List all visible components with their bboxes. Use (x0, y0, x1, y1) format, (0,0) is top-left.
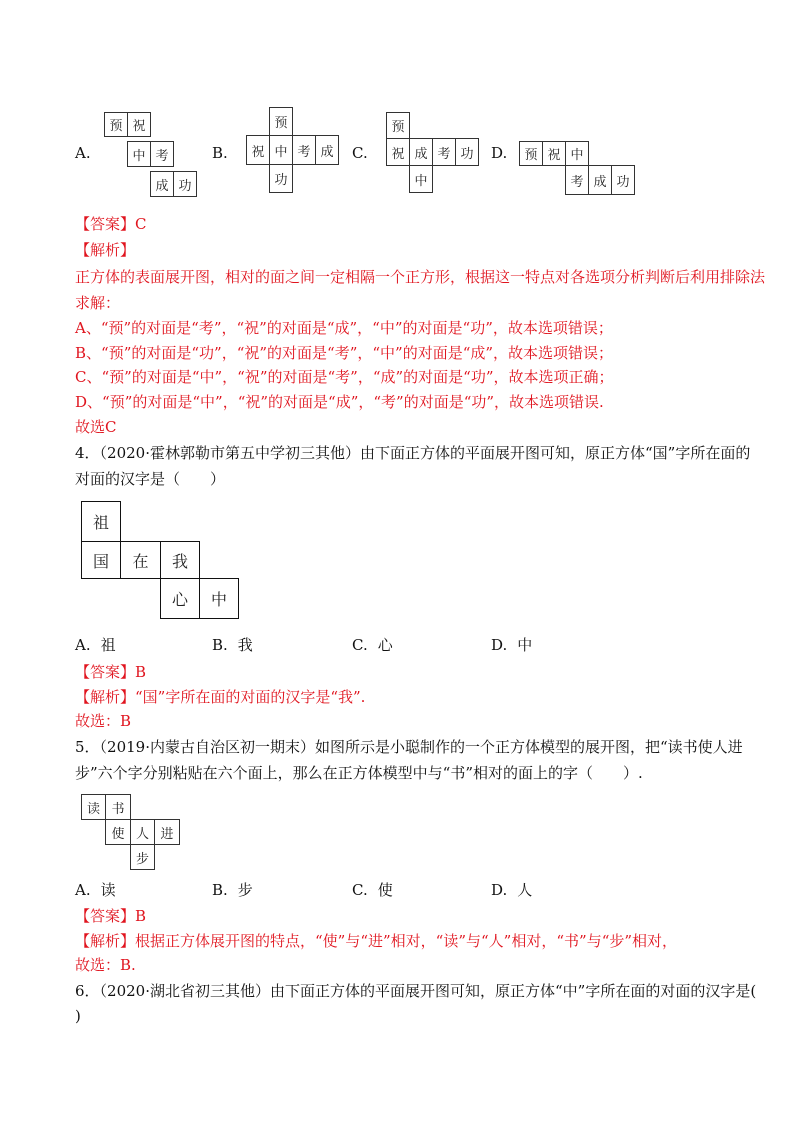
option-b-label: B. (212, 144, 228, 162)
net-face: 预 (269, 107, 293, 136)
q5-option-a: A. 读 (75, 881, 116, 899)
net-face: 功 (173, 171, 197, 197)
net-face: 在 (120, 541, 161, 579)
net-face: 步 (130, 844, 155, 870)
net-face: 中 (269, 135, 293, 165)
net-face: 书 (105, 794, 131, 820)
net-face: 祝 (127, 112, 151, 137)
q4-option-c: C. 心 (352, 636, 393, 654)
net-face: 国 (81, 541, 121, 579)
net-face: 中 (199, 578, 239, 619)
net-face: 考 (150, 141, 174, 167)
q6-question-line: ) (75, 1007, 81, 1025)
q4-conclusion: 故选：B (75, 712, 132, 730)
net-face: 祝 (386, 138, 410, 166)
q4-answer: 【答案】B (75, 663, 147, 681)
q5-question-line: 步”六个字分别粘贴在六个面上，那么在正方体模型中与“书”相对的面上的字（ ）. (75, 764, 643, 782)
q5-answer: 【答案】B (75, 907, 147, 925)
q3-analysis-line: A、“预”的对面是“考”，“祝”的对面是“成”，“中”的对面是“功”，故本选项错误； (75, 319, 613, 337)
net-face: 成 (409, 138, 433, 166)
net-face: 预 (104, 112, 128, 137)
q5-conclusion: 故选：B. (75, 956, 136, 974)
net-face: 我 (160, 541, 200, 579)
net-face: 功 (611, 165, 635, 195)
option-a-label: A. (75, 144, 91, 162)
net-face: 中 (565, 141, 589, 166)
q3-analysis-line: D、“预”的对面是“中”，“祝”的对面是“成”，“考”的对面是“功”，故本选项错误. (75, 393, 604, 411)
net-face: 考 (292, 135, 316, 165)
net-face: 祖 (81, 501, 121, 542)
net-face: 成 (315, 135, 339, 165)
net-face: 预 (386, 112, 410, 139)
q5-analysis: 【解析】根据正方体展开图的特点，“使”与“进”相对，“读”与“人”相对，“书”与“步”相对， (75, 932, 678, 950)
q5-option-c: C. 使 (352, 881, 393, 899)
q3-answer: 【答案】C (75, 215, 147, 233)
q3-analysis-line: 正方体的表面展开图，相对的面之间一定相隔一个正方形，根据这一特点对各选项分析判断后利用排除法 (75, 268, 766, 286)
q4-question-line: 4．（2020·霍林郭勒市第五中学初三其他）由下面正方体的平面展开图可知，原正方体“国”字所在面的 (75, 444, 751, 462)
q3-analysis-line: C、“预”的对面是“中”，“祝”的对面是“考”，“成”的对面是“功”，故本选项正确； (75, 368, 614, 386)
net-face: 人 (130, 819, 155, 845)
net-face: 祝 (542, 141, 566, 166)
q3-conclusion (75, 417, 117, 437)
q4-option-d: D. 中 (491, 636, 533, 654)
net-face: 考 (432, 138, 456, 166)
option-d-label: D. (491, 144, 508, 162)
q4-option-b: B. 我 (212, 636, 253, 654)
q4-analysis: 【解析】“国”字所在面的对面的汉字是“我”. (75, 688, 366, 706)
net-face: 成 (150, 171, 174, 197)
net-face: 心 (160, 578, 200, 619)
q3-conclusion-prefix: 故选 (75, 418, 106, 436)
option-c-label: C. (352, 144, 368, 162)
net-face: 预 (519, 141, 543, 166)
net-face: 中 (127, 141, 151, 167)
q5-option-b: B. 步 (212, 881, 253, 899)
net-face: 考 (565, 165, 589, 195)
net-face: 祝 (246, 135, 270, 165)
net-face: 功 (269, 164, 293, 193)
q3-analysis-title: 【解析】 (75, 241, 136, 259)
net-face: 进 (154, 819, 180, 845)
net-face: 功 (455, 138, 479, 166)
q4-question-line: 对面的汉字是（ ） (75, 470, 226, 488)
q4-option-a: A. 祖 (75, 636, 116, 654)
q6-question-line: 6．（2020·湖北省初三其他）由下面正方体的平面展开图可知，原正方体“中”字所在面的对面的汉字是( (75, 982, 757, 1000)
net-face: 使 (105, 819, 131, 845)
q3-analysis-line: 求解： (75, 294, 121, 312)
q3-analysis-line: B、“预”的对面是“功”，“祝”的对面是“考”，“中”的对面是“成”，故本选项错误； (75, 344, 614, 362)
q5-option-d: D. 人 (491, 881, 533, 899)
net-face: 中 (409, 165, 433, 193)
q3-conclusion-letter: C (105, 418, 117, 436)
net-face: 成 (588, 165, 612, 195)
q5-question-line: 5．（2019·内蒙古自治区初一期末）如图所示是小聪制作的一个正方体模型的展开图，把“读书使人进 (75, 738, 743, 756)
net-face: 读 (81, 794, 106, 820)
